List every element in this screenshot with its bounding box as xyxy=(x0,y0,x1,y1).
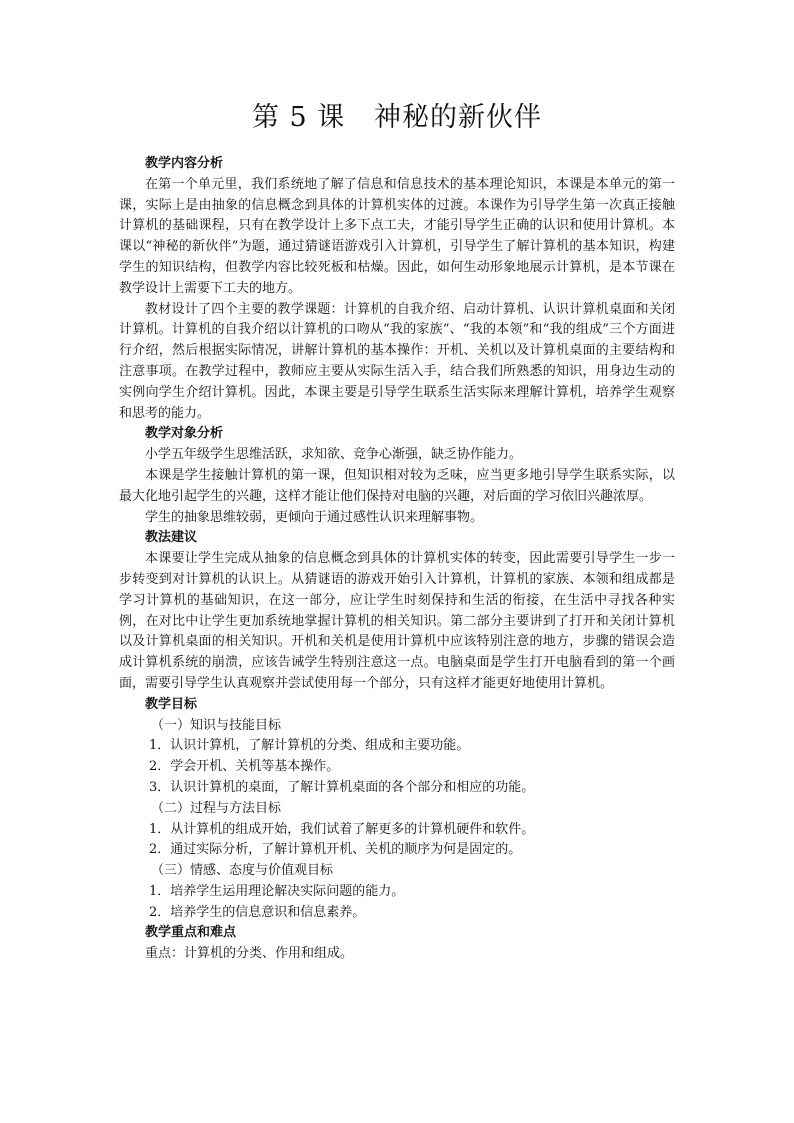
document-page xyxy=(119,0,675,1123)
list-item: 1．从计算机的组成开始，我们试着了解更多的计算机硬件和软件。 xyxy=(149,821,535,837)
heading-method: 教法建议 xyxy=(145,530,198,546)
goal-group-label: （三）情感、态度与价值观目标 xyxy=(151,863,334,879)
document-body xyxy=(119,154,675,965)
heading-key-points: 教学重点和难点 xyxy=(145,925,237,941)
list-item: 2．通过实际分析，了解计算机开机、关机的顺序为何是固定的。 xyxy=(149,842,522,858)
list-item: 2．学会开机、关机等基本操作。 xyxy=(149,759,340,775)
goal-group-label: （一）知识与技能目标 xyxy=(151,717,282,733)
paragraph: 小学五年级学生思维活跃，求知欲、竞争心渐强，缺乏协作能力。 xyxy=(145,447,523,463)
paragraph: 重点：计算机的分类、作用和组成。 xyxy=(145,946,354,962)
heading-goals: 教学目标 xyxy=(145,696,198,712)
paragraph: 教材设计了四个主要的教学课题：计算机的自我介绍、启动计算机、认识计算机桌面和关闭计算机。计算机的自我介绍以计算机的口吻从“我的家族”、“我的本领”和“我的组成”三个方面进行介绍，然后根据实际情况，讲解计算机的基本操作：开机、关机以及计算机桌面的主要结构和注意事项。在教学过程中，教师应主要从实际生活入手，结合我们所熟悉的知识，用身边生动的实例向学生介绍计算机。因此，本课主要是引导学生联系生活实际来理解计算机，培养学生观察和思考的能力。 xyxy=(119,301,675,421)
lesson-title: 第 5 课 神秘的新伙伴 xyxy=(251,102,543,133)
goal-group-label: （二）过程与方法目标 xyxy=(151,800,282,816)
list-item: 1．认识计算机，了解计算机的分类、组成和主要功能。 xyxy=(149,738,470,754)
heading-target-analysis: 教学对象分析 xyxy=(145,426,224,442)
paragraph: 在第一个单元里，我们系统地了解了信息和信息技术的基本理论知识，本课是本单元的第一课，实际上是由抽象的信息概念到具体的计算机实体的过渡。本课作为引导学生第一次真正接触计算机的基础课程，只有在教学设计上多下点工夫，才能引导学生正确的认识和使用计算机。本课以“神秘的新伙伴”为题，通过猜谜语游戏引入计算机，引导学生了解计算机的基本知识，构建学生的知识结构，但教学内容比较死板和枯燥。因此，如何生动形象地展示计算机，是本节课在教学设计上需要下工夫的地方。 xyxy=(119,176,675,296)
list-item: 3．认识计算机的桌面，了解计算机桌面的各个部分和相应的功能。 xyxy=(149,779,535,795)
paragraph: 本课是学生接触计算机的第一课，但知识相对较为乏味，应当更多地引导学生联系实际，以最大化地引起学生的兴趣，这样才能让他们保持对电脑的兴趣，对后面的学习依旧兴趣浓厚。 xyxy=(119,467,675,504)
paragraph: 本课要让学生完成从抽象的信息概念到具体的计算机实体的转变，因此需要引导学生一步一步转变到对计算机的认识上。从猜谜语的游戏开始引入计算机，计算机的家族、本领和组成都是学习计算机的基础知识，在这一部分，应让学生时刻保持和生活的衔接，在生活中寻找各种实例，在对比中让学生更加系统地掌握计算机的相关知识。第二部分主要讲到了打开和关闭计算机以及计算机桌面的相关知识。开机和关机是使用计算机中应该特别注意的地方，步骤的错误会造成计算机系统的崩溃，应该告诫学生特别注意这一点。电脑桌面是学生打开电脑看到的第一个画面，需要引导学生认真观察并尝试使用每一个部分，只有这样才能更好地使用计算机。 xyxy=(119,551,675,691)
heading-content-analysis: 教学内容分析 xyxy=(145,156,224,171)
list-item: 1．培养学生运用理论解决实际问题的能力。 xyxy=(149,883,405,899)
paragraph: 学生的抽象思维较弱，更倾向于通过感性认识来理解事物。 xyxy=(145,509,484,525)
list-item: 2．培养学生的信息意识和信息素养。 xyxy=(149,904,366,920)
